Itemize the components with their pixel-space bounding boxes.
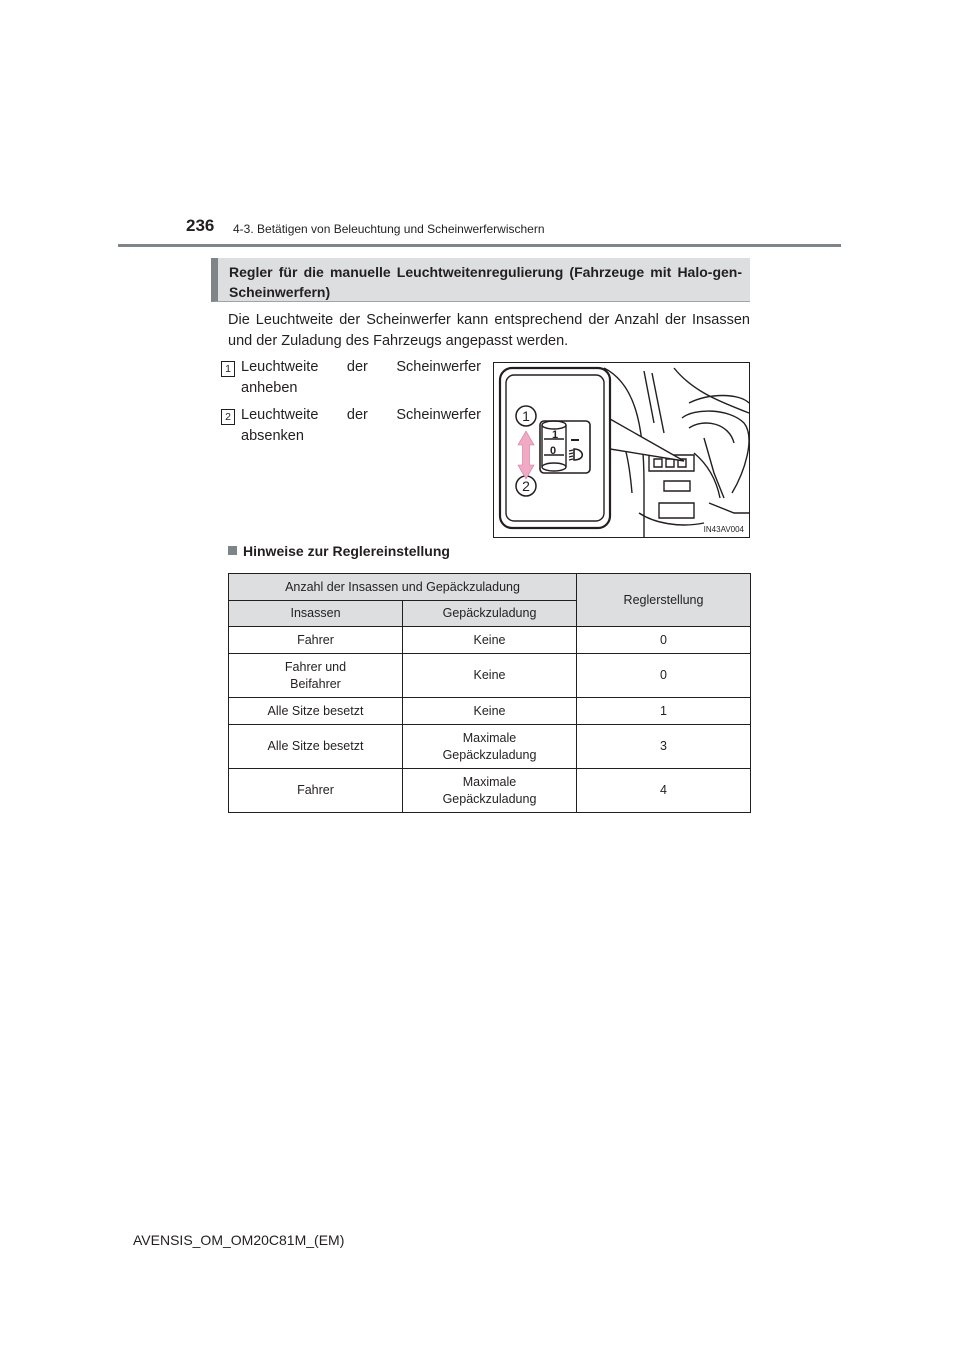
table-row: [229, 698, 751, 725]
list-item-lower: [241, 405, 481, 447]
item-word: Leuchtweite: [241, 359, 319, 375]
occupants-header: Insassen: [229, 601, 403, 627]
figure-code: IN43AV004: [703, 525, 744, 534]
setting-table: [228, 573, 751, 813]
item-line2: anheben: [241, 380, 298, 396]
list-item-raise: [241, 357, 481, 399]
table-row: [229, 725, 751, 769]
item-marker-2: 2: [221, 409, 235, 425]
load-cell: Keine: [403, 698, 577, 725]
setting-cell: 0: [577, 654, 751, 698]
item-line2: absenken: [241, 428, 304, 444]
table-row: [229, 654, 751, 698]
load-cell: Keine: [403, 654, 577, 698]
occupants-cell: Fahrer und Beifahrer: [229, 654, 403, 698]
occupants-cell: Alle Sitze besetzt: [229, 698, 403, 725]
table-row: [229, 769, 751, 813]
load-cell: Keine: [403, 627, 577, 654]
occupants-cell: Fahrer: [229, 627, 403, 654]
occupants-cell: Fahrer: [229, 769, 403, 813]
load-header: Gepäckzuladung: [403, 601, 577, 627]
group-header: Anzahl der Insassen und Gepäckzuladung: [229, 574, 577, 601]
notes-heading-text: Hinweise zur Reglereinstellung: [243, 543, 450, 559]
item-word: der: [346, 359, 368, 375]
item-word: der: [346, 407, 368, 423]
item-word: Leuchtweite: [241, 407, 319, 423]
setting-cell: 1: [577, 698, 751, 725]
setting-cell: 0: [577, 627, 751, 654]
load-cell: Maximale Gepäckzuladung: [403, 725, 577, 769]
dial-mark-zero: 0: [549, 445, 557, 457]
dial-mark-top: 1: [551, 429, 559, 441]
document-code-footer: AVENSIS_OM_OM20C81M_(EM): [133, 1232, 345, 1248]
load-cell: Maximale Gepäckzuladung: [403, 769, 577, 813]
callout-2: 2: [522, 478, 530, 494]
table-row: [229, 627, 751, 654]
setting-cell: 3: [577, 725, 751, 769]
running-header: 4-3. Betätigen von Beleuchtung und Scheinwerferwischern: [233, 222, 545, 236]
headlight-dial-illustration: [493, 362, 750, 538]
item-word: Scheinwerfer: [396, 407, 481, 423]
notes-heading: [228, 543, 450, 559]
header-rule: [118, 244, 841, 247]
occupants-cell: Alle Sitze besetzt: [229, 725, 403, 769]
setting-header: Reglerstellung: [577, 574, 751, 627]
square-bullet-icon: [228, 546, 237, 555]
dashboard-drawing: [494, 363, 749, 537]
section-title: Regler für die manuelle Leuchtweitenregulierung (Fahrzeuge mit Halo-gen-Scheinwerfern): [211, 258, 750, 302]
item-marker-1: 1: [221, 361, 235, 377]
page-number: 236: [186, 216, 215, 235]
callout-1: 1: [522, 408, 530, 424]
item-word: Scheinwerfer: [396, 359, 481, 375]
intro-paragraph: Die Leuchtweite der Scheinwerfer kann entsprechend der Anzahl der Insassen und der Zuladung des Fahrzeugs angepasst werden.: [228, 312, 750, 349]
setting-cell: 4: [577, 769, 751, 813]
